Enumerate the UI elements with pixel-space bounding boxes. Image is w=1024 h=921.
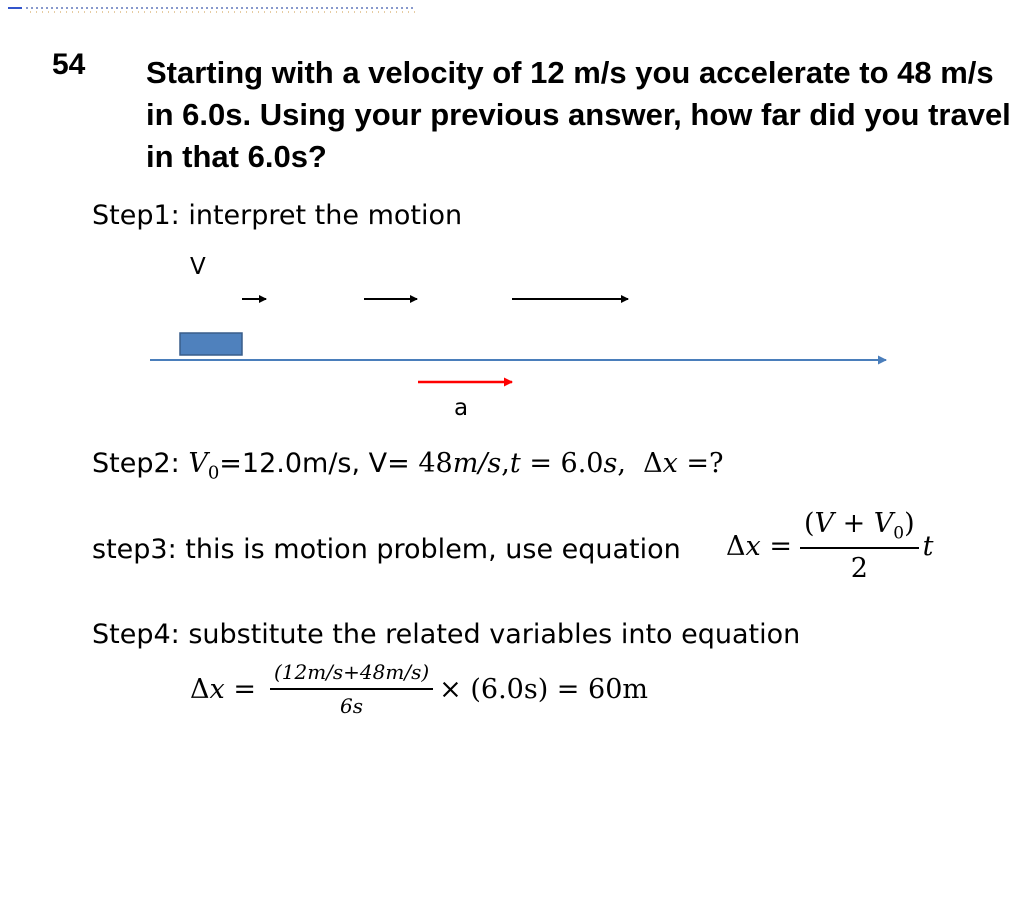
eq3-x: x bbox=[745, 530, 761, 562]
eq4-x: x bbox=[209, 673, 225, 705]
dx-var: x bbox=[662, 448, 678, 479]
eq3-t: t bbox=[922, 530, 934, 562]
dx-separator: , bbox=[617, 448, 644, 479]
question-text: Starting with a velocity of 12 m/s you accelerate to 48 m/s in 6.0s. Using your previous answer, how far did you travel in that 6.0s? bbox=[146, 55, 1011, 174]
t-symbol: t bbox=[509, 448, 521, 479]
step3-equation bbox=[726, 508, 934, 584]
step2-prefix: Step2: bbox=[92, 448, 189, 479]
acceleration-label: a bbox=[454, 395, 469, 421]
step4-equation bbox=[190, 660, 648, 718]
dx-ask: =? bbox=[677, 448, 724, 479]
velocity-label: V bbox=[190, 254, 206, 280]
eq4-delta: Δ bbox=[190, 673, 210, 705]
eq4-equals: = bbox=[224, 673, 256, 705]
eq3-denominator: 2 bbox=[850, 553, 868, 585]
decorative-dotted-strip bbox=[8, 4, 416, 14]
v-unit: m/s bbox=[452, 448, 502, 479]
v0-value: =12.0m/s, V= bbox=[219, 448, 410, 479]
dx-delta: Δ bbox=[643, 448, 663, 479]
t-separator: , bbox=[501, 448, 510, 479]
eq3-delta: Δ bbox=[726, 530, 746, 562]
eq4-fraction bbox=[270, 660, 433, 718]
eq4-result: × (6.0s) = 60m bbox=[439, 673, 648, 705]
question-number: 54 bbox=[52, 48, 86, 81]
eq4-numerator: (12m/s+48m/s) bbox=[270, 660, 433, 690]
eq3-equals: = bbox=[760, 530, 792, 562]
eq3-close-paren: ) bbox=[904, 508, 915, 539]
step1-text: Step1: interpret the motion bbox=[92, 200, 463, 231]
eq3-v: V bbox=[814, 508, 834, 539]
motion-diagram bbox=[140, 285, 900, 395]
step3-text: step3: this is motion problem, use equation bbox=[92, 534, 681, 565]
eq3-numerator bbox=[800, 508, 919, 549]
t-unit: s bbox=[603, 448, 618, 479]
step4-text: Step4: substitute the related variables into equation bbox=[92, 619, 801, 650]
eq3-v0-sub: 0 bbox=[893, 523, 905, 544]
eq4-denominator: 6s bbox=[340, 694, 364, 718]
v0-symbol: V bbox=[188, 448, 208, 479]
t-value: = 6.0 bbox=[520, 448, 604, 479]
v-value: 48 bbox=[409, 448, 453, 479]
eq3-v0: V bbox=[873, 508, 894, 539]
v0-subscript: 0 bbox=[207, 462, 220, 484]
eq3-fraction bbox=[800, 508, 919, 584]
step2-line bbox=[92, 448, 724, 483]
moving-block bbox=[180, 333, 242, 355]
eq3-open-paren: ( bbox=[803, 508, 815, 539]
eq3-plus: + bbox=[834, 508, 874, 539]
